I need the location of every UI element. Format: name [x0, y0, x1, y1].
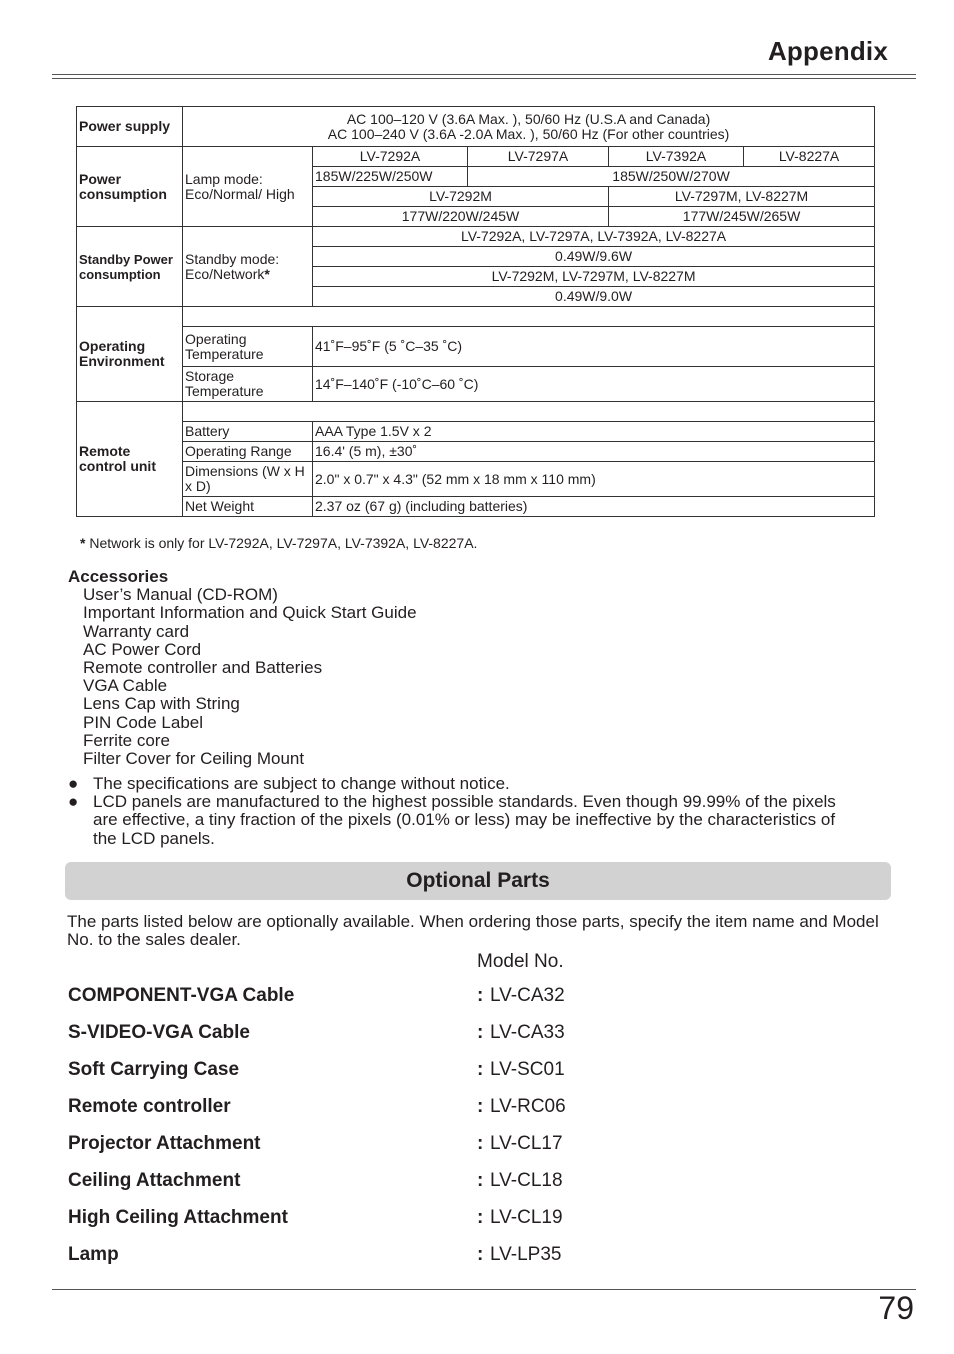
part-model: LV-CA32	[490, 985, 565, 1006]
header-rule-secondary	[52, 78, 916, 79]
part-model: LV-CA33	[490, 1022, 565, 1043]
accessory-item: Remote controller and Batteries	[83, 658, 323, 678]
part-row	[68, 1133, 668, 1170]
accessory-item: VGA Cable	[83, 676, 168, 696]
spec-table	[76, 106, 875, 517]
value-cell: 185W/225W/250W	[313, 167, 468, 187]
accessories-section	[68, 568, 417, 768]
part-row	[68, 1207, 668, 1244]
standby-label: Standby Power consumption	[77, 227, 183, 307]
accessory-item: Ferrite core	[83, 730, 170, 750]
part-row	[68, 1096, 668, 1133]
note-item	[68, 775, 848, 793]
standby-mode-text: Standby mode: Eco/Network	[185, 250, 280, 282]
operating-environment-label: Operating Environment	[77, 307, 183, 402]
spec-row-standby-models-a	[77, 227, 875, 247]
part-model: LV-LP35	[490, 1244, 562, 1265]
bullet-icon: ●	[68, 792, 79, 812]
value-cell: 177W/245W/265W	[609, 207, 875, 227]
operating-temperature-value: 41˚F–95˚F (5 ˚C–35 ˚C)	[313, 327, 875, 367]
part-name: S-VIDEO-VGA Cable	[68, 1022, 250, 1043]
spec-row-power-models-a	[77, 147, 875, 167]
net-weight-value: 2.37 oz (67 g) (including batteries)	[313, 497, 875, 517]
dimensions-label: Dimensions (W x H x D)	[183, 462, 313, 497]
part-colon: :	[477, 1059, 484, 1080]
part-colon: :	[477, 1244, 484, 1265]
battery-value: AAA Type 1.5V x 2	[313, 422, 875, 442]
part-name: Soft Carrying Case	[68, 1059, 240, 1080]
spec-row-range	[77, 442, 875, 462]
lamp-mode-label: Lamp mode: Eco/Normal/ High	[183, 147, 313, 227]
power-consumption-label: Power consumption	[77, 147, 183, 227]
part-model: LV-CL17	[490, 1133, 563, 1154]
footer-rule	[52, 1289, 916, 1290]
model-no-header: Model No.	[477, 951, 564, 972]
spec-row-battery	[77, 422, 875, 442]
part-row	[68, 1022, 668, 1059]
spec-row-remote-blank	[77, 402, 875, 422]
operating-temperature-label: Operating Temperature	[183, 327, 313, 367]
part-row	[68, 1170, 668, 1207]
value-cell: 177W/220W/245W	[313, 207, 609, 227]
value-cell: 185W/250W/270W	[468, 167, 875, 187]
power-supply-value	[183, 107, 875, 147]
spec-row-storage-temp	[77, 367, 875, 402]
accessory-item: PIN Code Label	[83, 712, 204, 732]
part-row	[68, 1059, 668, 1096]
spec-row-power-supply	[77, 107, 875, 147]
part-name: Lamp	[68, 1244, 119, 1265]
part-colon: :	[477, 1170, 484, 1191]
model-cell: LV-7292A	[313, 147, 468, 167]
optional-parts-intro: The parts listed below are optionally available. When ordering those parts, specify the item name and Model No. to the sales dealer.	[67, 912, 879, 950]
model-cell: LV-7297M, LV-8227M	[609, 187, 875, 207]
footnote-star: *	[80, 535, 86, 551]
power-supply-line-1: AC 100–120 V (3.6A Max. ), 50/60 Hz (U.S.A and Canada)	[346, 110, 711, 127]
accessory-item: Warranty card	[83, 621, 190, 641]
model-cell: LV-7292M, LV-7297M, LV-8227M	[313, 267, 875, 287]
part-name: High Ceiling Attachment	[68, 1207, 288, 1228]
part-model: LV-SC01	[490, 1059, 565, 1080]
notes-list	[68, 775, 848, 848]
model-cell: LV-7292M	[313, 187, 609, 207]
spec-row-environment-blank	[77, 307, 875, 327]
dimensions-value: 2.0" x 0.7" x 4.3" (52 mm x 18 mm x 110 mm)	[313, 462, 875, 497]
footnote-text: Network is only for LV-7292A, LV-7297A, LV-7392A, LV-8227A.	[85, 535, 478, 551]
part-colon: :	[477, 1022, 484, 1043]
blank-cell	[183, 402, 875, 422]
part-colon: :	[477, 1207, 484, 1228]
power-supply-line-2: AC 100–240 V (3.6A -2.0A Max. ), 50/60 Hz (For other countries)	[327, 125, 730, 142]
value-cell: 0.49W/9.0W	[313, 287, 875, 307]
part-colon: :	[477, 1133, 484, 1154]
accessory-item: Lens Cap with String	[83, 694, 240, 714]
accessory-item: User’s Manual (CD-ROM)	[83, 585, 278, 605]
note-text: The specifications are subject to change without notice.	[93, 774, 510, 793]
note-text: LCD panels are manufactured to the highest possible standards. Even though 99.99% of the pixels are effective, a tiny fraction of the pixels (0.01% or less) may be ineffective by the characteristics of the LCD panels.	[93, 792, 836, 848]
footnote	[80, 535, 477, 551]
model-cell: LV-7297A	[468, 147, 609, 167]
part-name: Projector Attachment	[68, 1133, 261, 1154]
note-item	[68, 793, 848, 848]
operating-range-label: Operating Range	[183, 442, 313, 462]
part-model: LV-CL18	[490, 1170, 563, 1191]
page-number: 79	[878, 1290, 914, 1326]
storage-temperature-label: Storage Temperature	[183, 367, 313, 402]
page-title: Appendix	[767, 36, 888, 66]
part-colon: :	[477, 1096, 484, 1117]
accessories-title: Accessories	[68, 567, 169, 586]
header-rule	[52, 74, 916, 75]
optional-parts-heading: Optional Parts	[65, 862, 891, 900]
spec-row-weight	[77, 497, 875, 517]
part-row	[68, 1244, 668, 1281]
value-cell: 0.49W/9.6W	[313, 247, 875, 267]
net-weight-label: Net Weight	[183, 497, 313, 517]
accessory-item: Important Information and Quick Start Guide	[83, 603, 417, 623]
accessory-item: Filter Cover for Ceiling Mount	[83, 749, 305, 769]
accessory-item: AC Power Cord	[83, 639, 202, 659]
model-cell: LV-7392A	[609, 147, 744, 167]
spec-row-operating-temp	[77, 327, 875, 367]
battery-label: Battery	[183, 422, 313, 442]
operating-range-value: 16.4' (5 m), ±30˚	[313, 442, 875, 462]
storage-temperature-value: 14˚F–140˚F (-10˚C–60 ˚C)	[313, 367, 875, 402]
optional-parts-list	[68, 985, 668, 1281]
part-name: Ceiling Attachment	[68, 1170, 241, 1191]
part-colon: :	[477, 985, 484, 1006]
model-cell: LV-8227A	[744, 147, 875, 167]
spec-row-dimensions	[77, 462, 875, 497]
part-row	[68, 985, 668, 1022]
remote-control-label: Remote control unit	[77, 402, 183, 517]
part-name: Remote controller	[68, 1096, 231, 1117]
model-cell: LV-7292A, LV-7297A, LV-7392A, LV-8227A	[313, 227, 875, 247]
footnote-star: *	[264, 265, 270, 282]
bullet-icon: ●	[68, 774, 79, 793]
blank-cell	[183, 307, 875, 327]
part-name: COMPONENT-VGA Cable	[68, 985, 295, 1006]
power-supply-label: Power supply	[77, 107, 183, 147]
part-model: LV-CL19	[490, 1207, 563, 1228]
part-model: LV-RC06	[490, 1096, 566, 1117]
standby-mode-label	[183, 227, 313, 307]
